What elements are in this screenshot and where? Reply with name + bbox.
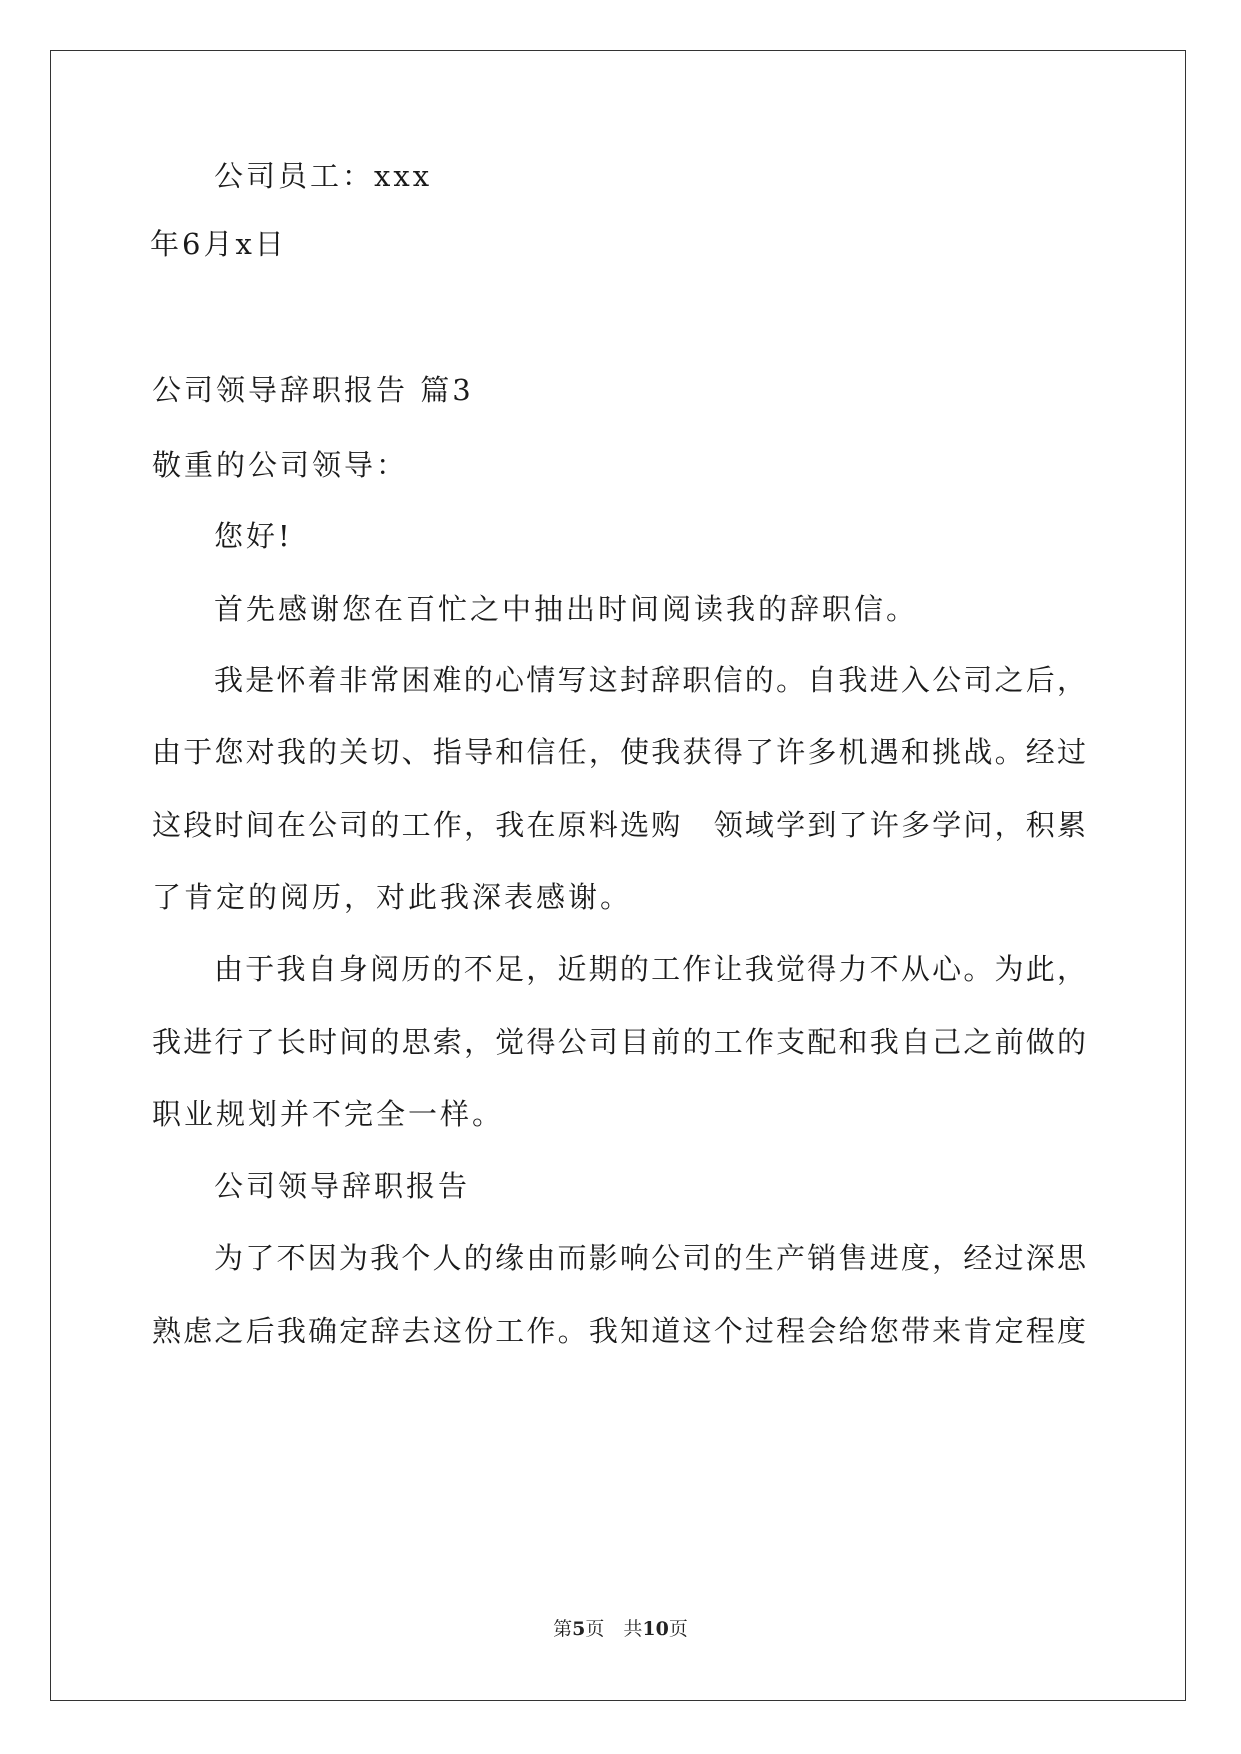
paragraph-line: 了肯定的阅历，对此我深表感谢。	[152, 880, 633, 914]
salutation: 敬重的公司领导：	[152, 448, 409, 482]
paragraph-line: 熟虑之后我确定辞去这份工作。我知道这个过程会给您带来肯定程度	[152, 1314, 1086, 1348]
footer-page-number: 5	[572, 1618, 586, 1640]
paragraph-line: 职业规划并不完全一样。	[152, 1097, 505, 1131]
signature-date: 年6月x日	[150, 227, 287, 261]
footer-prefix: 第	[553, 1618, 573, 1640]
paragraph-line: 由于我自身阅历的不足，近期的工作让我觉得力不从心。为此，	[214, 952, 1086, 986]
paragraph-line: 我进行了长时间的思索，觉得公司目前的工作支配和我自己之前做的	[152, 1025, 1086, 1059]
paragraph-line: 首先感谢您在百忙之中抽出时间阅读我的辞职信。	[214, 592, 919, 626]
footer-total-pages: 10	[642, 1618, 669, 1640]
paragraph-line: 为了不因为我个人的缘由而影响公司的生产销售进度，经过深思	[214, 1241, 1086, 1275]
paragraph-line: 由于您对我的关切、指导和信任，使我获得了许多机遇和挑战。经过	[152, 735, 1086, 769]
page-border	[50, 50, 1186, 1701]
signature-employee: 公司员工：xxx	[214, 159, 433, 193]
section-title: 公司领导辞职报告 篇3	[152, 373, 474, 407]
footer-middle: 页 共	[585, 1618, 643, 1640]
paragraph-line: 这段时间在公司的工作，我在原料选购 领域学到了许多学问，积累	[152, 808, 1086, 842]
footer-suffix: 页	[668, 1618, 688, 1640]
greeting: 您好!	[214, 519, 293, 553]
paragraph-line: 我是怀着非常困难的心情写这封辞职信的。自我进入公司之后，	[214, 663, 1086, 697]
inline-heading: 公司领导辞职报告	[214, 1169, 471, 1203]
page-footer	[0, 1617, 1241, 1641]
